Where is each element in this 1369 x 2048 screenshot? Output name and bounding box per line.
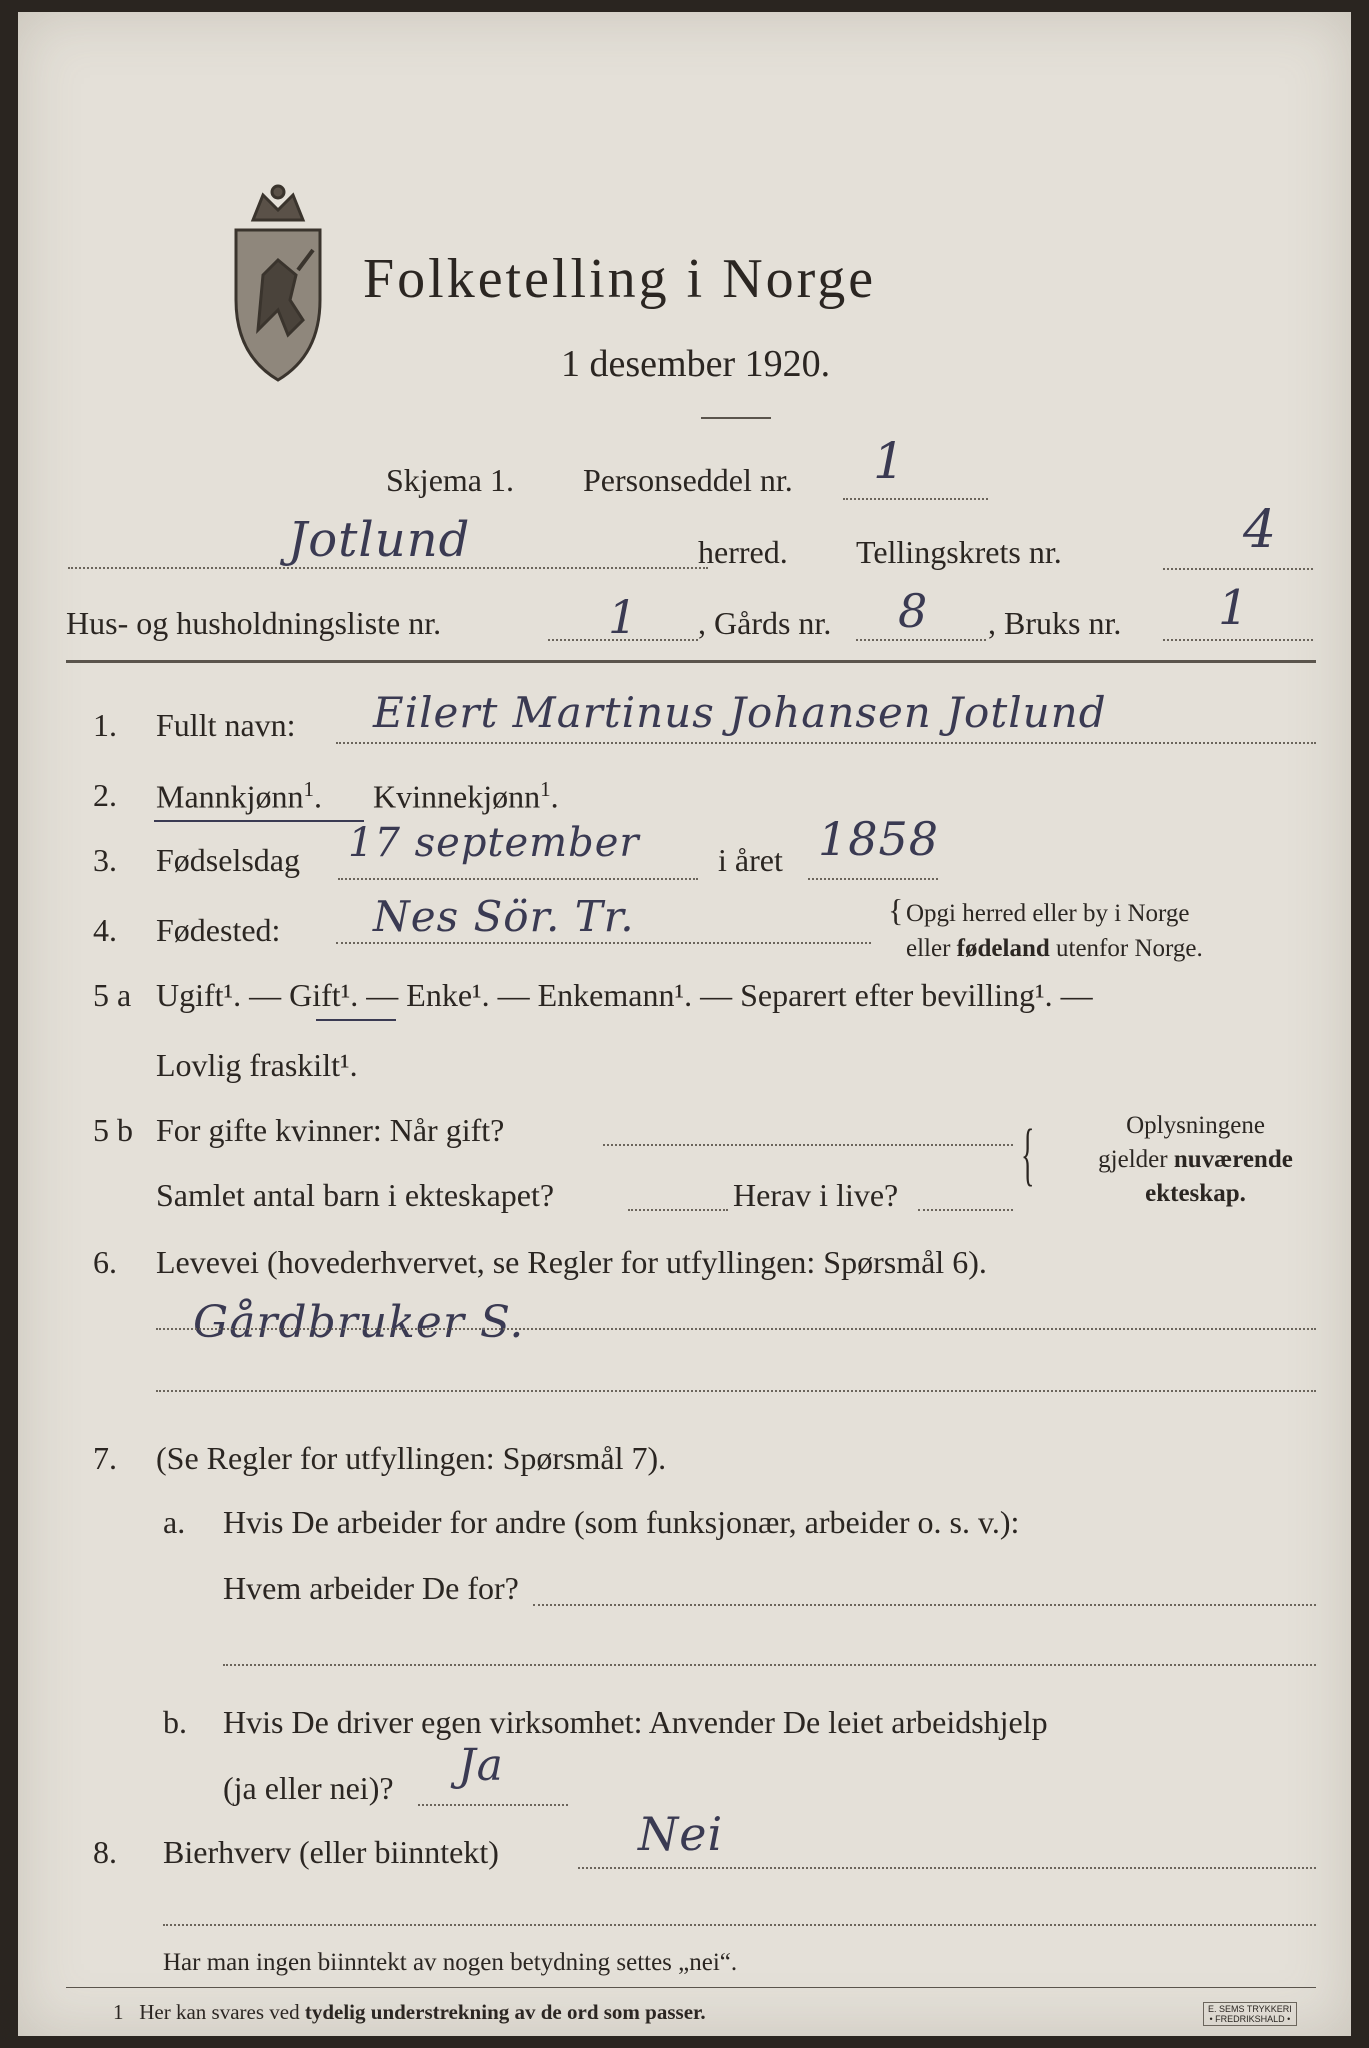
q5b-gift-dots	[603, 1144, 1013, 1146]
q7b-line2: (ja eller nei)?	[223, 1770, 394, 1806]
q2-number: 2.	[93, 777, 117, 813]
herred-label: herred.	[698, 534, 788, 570]
q5b-note: Oplysningene gjelder nuværende ekteskap.	[1098, 1112, 1293, 1207]
q6-number: 6.	[93, 1244, 117, 1280]
hus-label: Hus- og husholdningsliste nr.	[66, 605, 442, 641]
q1-dots	[336, 742, 1316, 744]
q5a-options: Ugift¹. — Gift¹. — Enke¹. — Enkemann¹. — Separert efter bevilling¹. —	[156, 977, 1093, 1013]
schema-label: Skjema 1.	[386, 462, 514, 498]
q4-value: Nes Sör. Tr.	[373, 892, 635, 941]
q8-label: Bierhverv (eller biinntekt)	[163, 1834, 499, 1870]
q4-note-line1: Opgi herred eller by i Norge	[906, 900, 1190, 927]
q4-dots	[336, 942, 871, 944]
title-divider	[701, 417, 771, 419]
q8-dots-2	[163, 1924, 1316, 1926]
q5b-alive-dots	[918, 1209, 1013, 1211]
tellingskrets-label: Tellingskrets nr.	[856, 534, 1062, 570]
q4-note-brace: {	[888, 892, 904, 928]
q6-dots-1	[156, 1328, 1316, 1330]
q7b-line1: Hvis De driver egen virksomhet: Anvender De leiet arbeidshjelp	[223, 1704, 1048, 1740]
q4-number: 4.	[93, 912, 117, 948]
q7-number: 7.	[93, 1440, 117, 1476]
q6-value: Gårdbruker S.	[193, 1297, 525, 1348]
q5b-note-brace: {	[1021, 1116, 1035, 1193]
bruks-dots	[1163, 639, 1313, 641]
bierhverv-note: Har man ingen biinntekt av nogen betydning settes „nei“.	[163, 1949, 738, 1976]
bruks-value: 1	[1218, 580, 1250, 636]
q5a-options-line2: Lovlig fraskilt¹.	[156, 1047, 358, 1083]
q5a-gift-underline	[316, 1019, 396, 1021]
q3-label: Fødselsdag	[156, 842, 300, 878]
q7a-line2: Hvem arbeider De for?	[223, 1570, 519, 1606]
q6-dots-2	[156, 1390, 1316, 1392]
q7a-dots-2	[223, 1664, 1316, 1666]
personseddel-dots	[843, 498, 988, 500]
q5b-label3: Herav i live?	[733, 1177, 899, 1213]
printer-stamp: E. SEMS TRYKKERI • FREDRIKSHALD •	[1203, 2002, 1297, 2026]
q8-value: Nei	[638, 1807, 724, 1861]
q3-year-dots	[808, 878, 938, 880]
hus-value: 1	[608, 590, 639, 644]
form-title: Folketelling i Norge	[363, 248, 877, 310]
q5b-number: 5 b	[93, 1112, 133, 1148]
personseddel-label: Personseddel nr.	[583, 462, 793, 498]
q3-year-label: i året	[718, 842, 783, 878]
q8-dots-1	[578, 1867, 1316, 1869]
q5b-children-dots	[628, 1209, 728, 1211]
gards-value: 8	[898, 584, 929, 638]
footer-divider	[66, 1987, 1316, 1988]
footnote: 1 Her kan svares ved tydelig understrekning av de ord som passer.	[113, 2000, 706, 2024]
q7b-value: Ja	[458, 1740, 504, 1791]
gards-dots	[856, 639, 986, 641]
q3-number: 3.	[93, 842, 117, 878]
q7a-letter: a.	[163, 1504, 186, 1540]
q8-number: 8.	[93, 1834, 117, 1870]
q6-label: Levevei (hovederhvervet, se Regler for utfyllingen: Spørsmål 6).	[156, 1244, 987, 1280]
gards-label: , Gårds nr.	[698, 605, 832, 641]
q7a-dots-1	[533, 1604, 1316, 1606]
census-form-sheet	[18, 12, 1351, 2036]
q1-value: Eilert Martinus Johansen Jotlund	[373, 688, 1107, 737]
q4-note-line2: eller fødeland utenfor Norge.	[906, 935, 1203, 962]
personseddel-value: 1	[873, 432, 906, 490]
tellingskrets-value: 4	[1243, 500, 1278, 560]
q5b-label2: Samlet antal barn i ekteskapet?	[156, 1177, 555, 1213]
tellingskrets-dots	[1163, 568, 1313, 570]
q3-year-value: 1858	[818, 812, 940, 866]
q3-date-dots	[338, 878, 698, 880]
herred-value: Jotlund	[288, 512, 471, 568]
q7-label: (Se Regler for utfyllingen: Spørsmål 7).	[156, 1440, 667, 1476]
bruks-label: , Bruks nr.	[988, 605, 1122, 641]
q7b-dots	[418, 1804, 568, 1806]
norway-coat-of-arms-icon	[218, 180, 338, 390]
form-date: 1 desember 1920.	[561, 343, 831, 385]
q7b-letter: b.	[163, 1704, 187, 1740]
q2-male-underline	[154, 820, 364, 822]
q3-date-value: 17 september	[348, 820, 640, 866]
q7a-line1: Hvis De arbeider for andre (som funksjonær, arbeider o. s. v.):	[223, 1504, 1020, 1540]
q5b-label1: For gifte kvinner: Når gift?	[156, 1112, 505, 1148]
q2-male-option: Mannkjønn$^1$.	[156, 777, 323, 815]
q4-label: Fødested:	[156, 912, 281, 948]
q1-label: Fullt navn:	[156, 707, 296, 743]
q2-female-option: Kvinnekjønn$^1$.	[373, 777, 559, 815]
q5a-number: 5 a	[93, 977, 132, 1013]
header-divider	[66, 660, 1316, 663]
q1-number: 1.	[93, 707, 117, 743]
